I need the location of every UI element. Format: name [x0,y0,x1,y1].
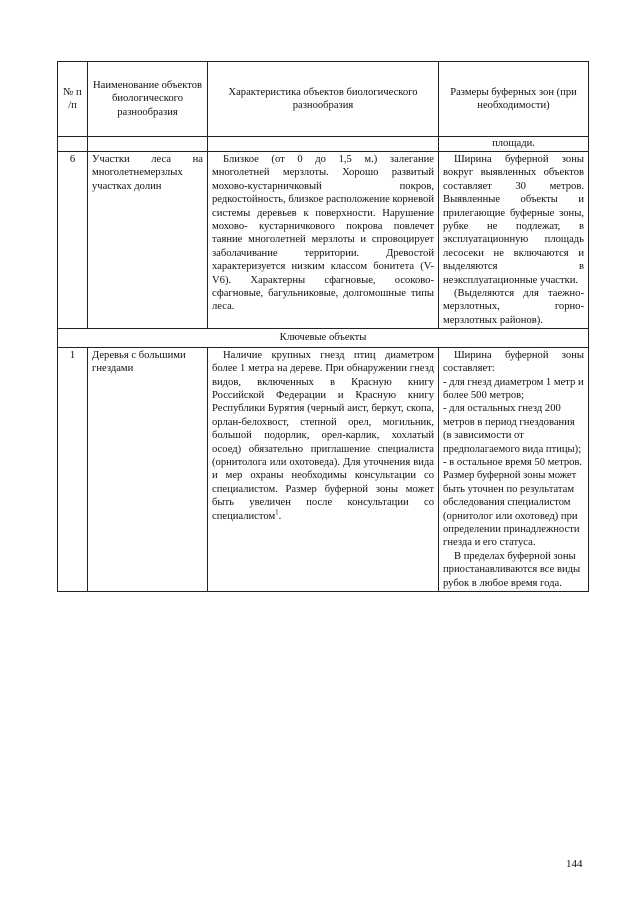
row-buffer: Ширина буферной зоны составляет: - для гнезд диаметром 1 метр и более 500 метров; - для остальных гнезд 200 метров в период гнездования (в зависимости от предполагаемого вида птицы); - в остальное время 50 метров. Размер буферной зоны может быть уточнен по результатам обследования специалистом (орнитолог или охотовед) при определении принадлежности гнезда и его статуса. В пределах буферной зоны приостанавливаются все виды рубок в любое время года. [439,347,589,591]
section-row [58,329,589,347]
table-row [58,347,589,591]
carry-over-row [58,137,589,152]
table-row [58,152,589,329]
section-title: Ключевые объекты [58,329,589,347]
buffer-zones-table [57,61,589,592]
footnote-mark: 1 [275,508,279,517]
header-name: Наименование объектов биологического разнообразия [88,62,208,137]
header-buffer: Размеры буферных зон (при необходимости) [439,62,589,137]
row-name: Деревья с большими гнездами [88,347,208,591]
carry-over-text: площади. [492,138,535,149]
header-characteristic: Характеристика объектов биологического разнообразия [208,62,439,137]
carry-over-cell [439,137,589,152]
row-characteristic: Близкое (от 0 до 1,5 м.) залегание многолетней мерзлоты. Хорошо развитый мохово-кустарничковый покров, редкостойность, близкое расположение корневой системы деревьев к поверхности. Нарушение мохово- кустарничкового покрова повлечет таяние многолетней мерзлоты и спровоцирует заболачивание территории. Древостой характеризуется низким классом бонитета (V-V6). Характерны сфагновые, осоково-сфагновые, багульниковые, долгомошные типы леса. [208,152,439,329]
row-buffer: Ширина буферной зоны вокруг выявленных объектов составляет 30 метров. Выявленные объекты и прилегающие буферные зоны, рубке не подлежат, в эксплуатационную площадь лесосеки не включаются и выделяются в неэксплуатационные участки. (Выделяются для таежно-мерзлотных, горно-мерзлотных районов). [439,152,589,329]
header-num: № п /п [58,62,88,137]
row-name: Участки леса на многолетнемерзлых участках долин [88,152,208,329]
row-characteristic: Наличие крупных гнезд птиц диаметром более 1 метра на дереве. При обнаружении гнезд видов, включенных в Красную книгу Российской Федерации и Красную книгу Республики Бурятия (черный аист, беркут, скопа, орлан-белохвост, степной орел, могильник, большой подорлик, орел-карлик, хохлатый осоед) обязательно приглашение специалиста (орнитолога или охотоведа). Для уточнения вида и мер охраны необходимы консультации со специалистом. Размер буферной зоны может быть увеличен после консультации со специалистом$^1$. [208,347,439,591]
table-header-row [58,62,589,137]
page-number: 144 [566,858,583,870]
row-number: 1 [58,347,88,591]
row-number: 6 [58,152,88,329]
